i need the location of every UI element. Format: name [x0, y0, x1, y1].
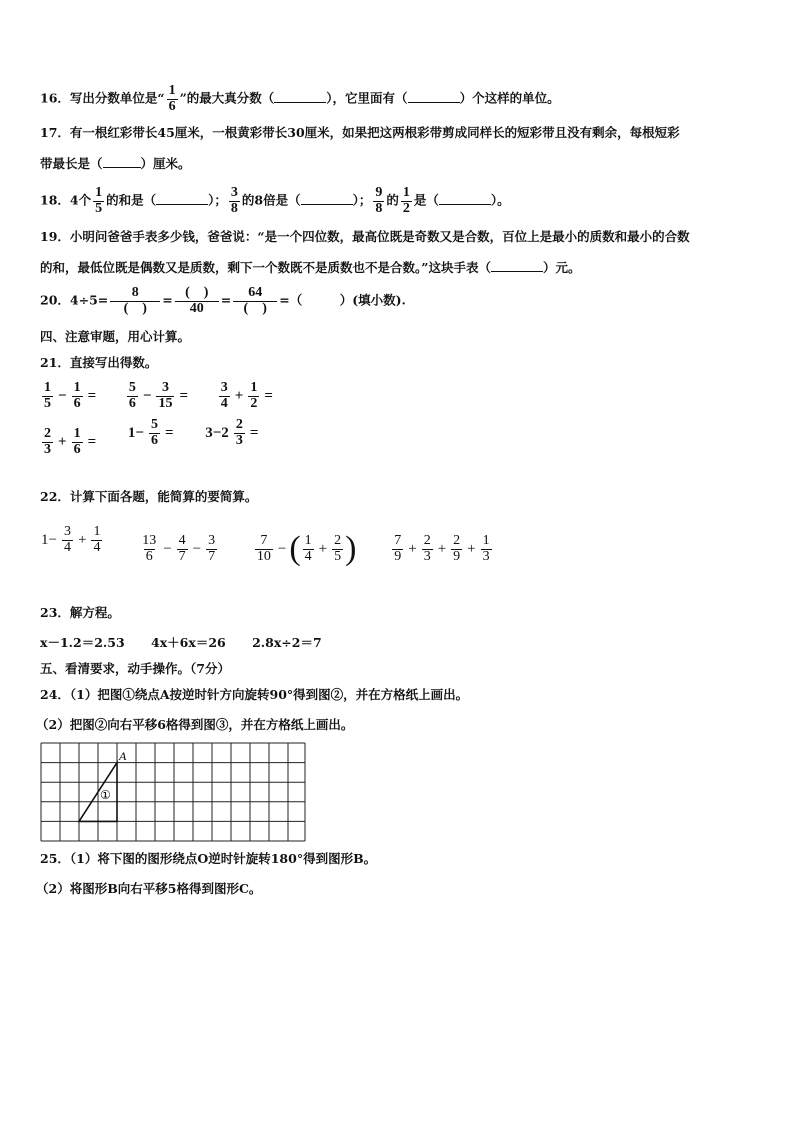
fraction: $\frac{1}{6}$ [168, 83, 176, 114]
figure-1-label: ① [100, 788, 111, 802]
answer-blank[interactable] [103, 154, 141, 168]
q23-equations [40, 634, 322, 652]
fraction: $\frac{3}{8}$ [230, 185, 238, 216]
question-19-line2: 的和，最低位既是偶数又是质数，剩下一个数既不是质数也不是合数。”这块手表（ ）元。 [40, 260, 581, 275]
question-17-line1: 17．有一根红彩带长45厘米，一根黄彩带长30厘米，如果把这两根彩带剪成同样长的短彩带且没有剩余，每根短彩 [40, 125, 680, 140]
answer-blank[interactable] [408, 89, 460, 103]
right-paren: ) [345, 530, 357, 568]
question-25-line2: （2）将图形B向右平移5格得到图形C。 [36, 881, 262, 896]
q21-item: $\frac{2}{3}$ + $\frac{1}{6}$ = [44, 426, 97, 457]
fraction: $\frac{1}{2}$ [402, 185, 410, 216]
question-17-line2: 带最长是（ ）厘米。 [40, 156, 191, 171]
q21-row2 [40, 418, 283, 458]
section-5-heading: 五、看清要求，动手操作。（7分） [40, 661, 230, 676]
question-25-line1: 25．（1）将下图的图形绕点O逆时针旋转180°得到图形B。 [40, 851, 377, 866]
q22-expr-1: 1− $\frac{3}{4}$ + $\frac{1}{4}$ [41, 524, 101, 555]
question-22-title: 22．计算下面各题，能简算的要简算。 [40, 489, 258, 504]
fraction: $\frac{( )}{40}$ [175, 286, 219, 316]
question-24-line2: （2）把图②向右平移6格得到图③，并在方格纸上画出。 [36, 717, 354, 732]
q21-item: $\frac{3}{4}$ + $\frac{1}{2}$ = [220, 380, 273, 411]
answer-blank[interactable] [274, 89, 326, 103]
answer-blank[interactable] [156, 191, 208, 205]
point-a-label: A [119, 749, 127, 763]
q22-expressions [38, 525, 516, 566]
question-21-title: 21．直接写出得数。 [40, 355, 158, 370]
q21-row1 [40, 378, 298, 411]
fraction: $\frac{1}{5}$ [95, 185, 103, 216]
answer-blank[interactable] [301, 191, 353, 205]
question-23-title: 23．解方程。 [40, 605, 120, 620]
question-20: 20．4÷5= $\frac{8}{( )}$ = $\frac{( )}{40}$ = $\frac{64}{( )}$ =（ ）(填小数). [40, 285, 406, 316]
equation-2: 4x＋6x＝26 [151, 635, 226, 650]
q22-expr-3: $\frac{7}{10}$ − ( $\frac{1}{4}$ + $\frac{2}{5}$ ) [256, 530, 357, 568]
q22-expr-4: $\frac{7}{9}$ + $\frac{2}{3}$ + $\frac{2}{9}$ + $\frac{1}{3}$ [394, 533, 490, 564]
fraction: $\frac{64}{( )}$ [233, 286, 277, 316]
left-paren: ( [289, 530, 301, 568]
q22-expr-2: $\frac{13}{6}$ − $\frac{4}{7}$ − $\frac{3}{7}$ [142, 533, 216, 564]
q21-item: $\frac{1}{5}$ − $\frac{1}{6}$ = [44, 380, 97, 411]
question-16: 16．写出分数单位是“ $\frac{1}{6}$ ”的最大真分数（ ），它里面有（ ）个这样的单位。 [40, 83, 560, 114]
equation-3: 2.8x÷2＝7 [252, 635, 322, 650]
answer-blank[interactable] [439, 191, 491, 205]
q21-item: 3−2 $\frac{2}{3}$ = [205, 417, 259, 448]
fraction: $\frac{9}{8}$ [375, 185, 383, 216]
fraction: $\frac{8}{( )}$ [110, 286, 160, 316]
question-24-line1: 24．（1）把图①绕点A按逆时针方向旋转90°得到图②，并在方格纸上画出。 [40, 687, 469, 702]
q21-item: 1− $\frac{5}{6}$ = [127, 417, 174, 448]
section-4-heading: 四、注意审题，用心计算。 [40, 329, 191, 344]
question-18: 18．4个 $\frac{1}{5}$ 的和是（ ）； $\frac{3}{8}$ 的8倍是（ ）； $\frac{9}{8}$ 的 $\frac{1}{2}$ 是（ ）。 [40, 185, 510, 216]
equation-1: x－1.2＝2.53 [40, 635, 125, 650]
grid-paper[interactable] [40, 742, 310, 844]
answer-blank[interactable] [491, 258, 543, 272]
question-19-line1: 19．小明问爸爸手表多少钱，爸爸说：“是一个四位数，最高位既是奇数又是合数，百位上是最小的质数和最小的合数 [40, 229, 690, 244]
q21-item: $\frac{5}{6}$ − $\frac{3}{15}$ = [128, 380, 188, 411]
